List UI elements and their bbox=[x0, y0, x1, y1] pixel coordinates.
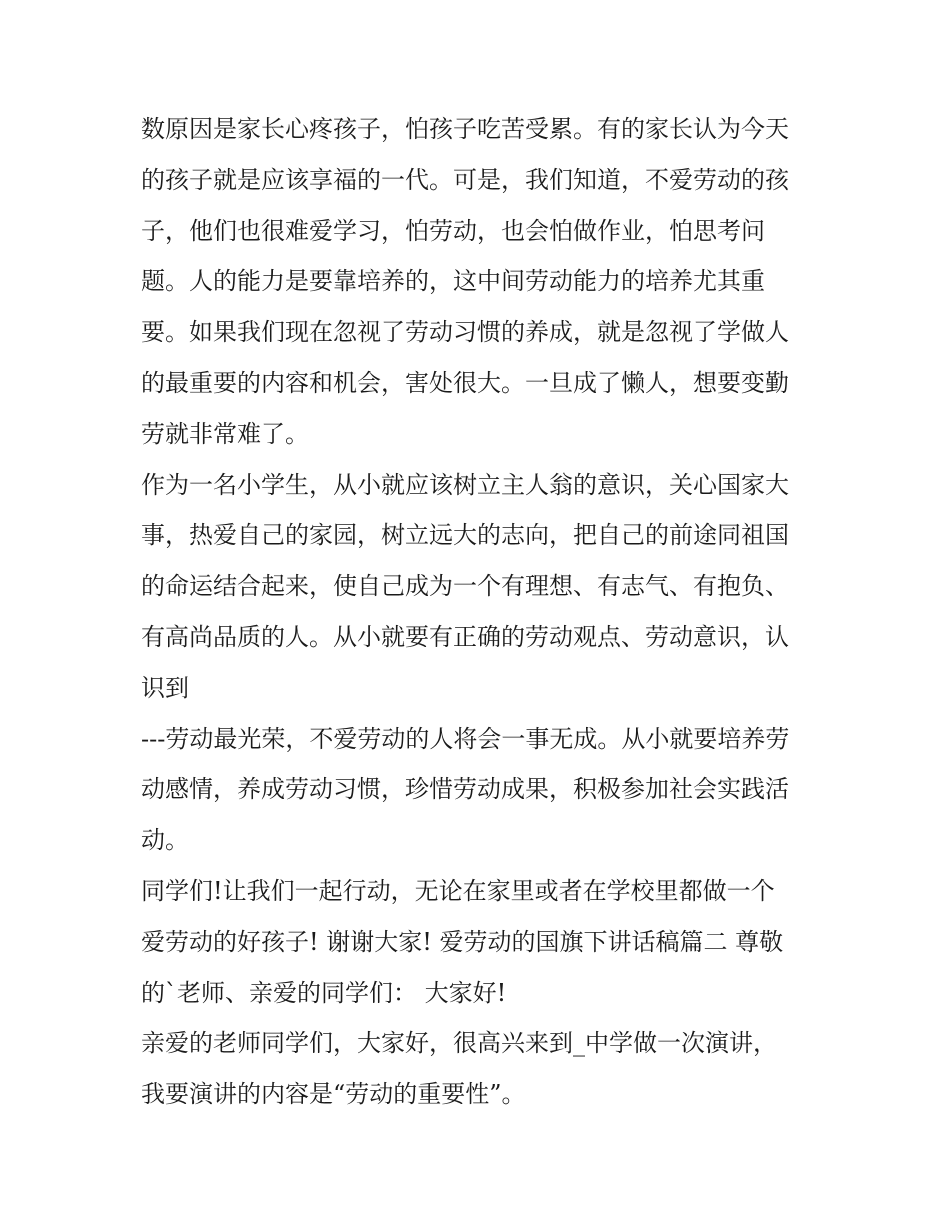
text-line: 同学们!让我们一起行动，无论在家里或者在学校里都做一个 bbox=[141, 876, 775, 905]
text-line: 动。 bbox=[141, 826, 189, 855]
text-line: 作为一名小学生，从小就应该树立主人翁的意识，关心国家大 bbox=[141, 470, 789, 499]
text-line: 事，热爱自己的家园，树立远大的志向，把自己的前途同祖国 bbox=[141, 521, 789, 550]
text-line: ---劳动最光荣，不爱劳动的人将会一事无成。从小就要培养劳 bbox=[141, 724, 790, 753]
text-line: 动感情，养成劳动习惯，珍惜劳动成果，积极参加社会实践活 bbox=[141, 775, 789, 804]
document-body bbox=[141, 104, 813, 1120]
text-line: 的最重要的内容和机会，害处很大。一旦成了懒人，想要变勤 bbox=[141, 368, 789, 397]
text-line: 的`老师、亲爱的同学们： 大家好! bbox=[141, 978, 507, 1007]
text-line: 识到 bbox=[141, 673, 189, 702]
text-line: 要。如果我们现在忽视了劳动习惯的养成，就是忽视了学做人 bbox=[141, 318, 789, 347]
text-line: 的命运结合起来，使自己成为一个有理想、有志气、有抱负、 bbox=[141, 572, 789, 601]
text-line: 数原因是家长心疼孩子，怕孩子吃苦受累。有的家长认为今天 bbox=[141, 115, 789, 143]
text-line: 亲爱的老师同学们，大家好，很高兴来到_中学做一次演讲， bbox=[141, 1029, 777, 1058]
text-line: 我要演讲的内容是“劳动的重要性”。 bbox=[141, 1080, 526, 1109]
text-line: 劳就非常难了。 bbox=[141, 419, 309, 448]
text-line: 爱劳动的好孩子! 谢谢大家! 爱劳动的国旗下讲话稿篇二 尊敬 bbox=[141, 927, 784, 956]
text-line: 有高尚品质的人。从小就要有正确的劳动观点、劳动意识，认 bbox=[141, 622, 789, 651]
text-line: 子，他们也很难爱学习，怕劳动，也会怕做作业，怕思考问 bbox=[141, 216, 765, 245]
text-line: 题。人的能力是要靠培养的，这中间劳动能力的培养尤其重 bbox=[141, 267, 765, 296]
text-line: 的孩子就是应该享福的一代。可是，我们知道，不爱劳动的孩 bbox=[141, 165, 789, 194]
